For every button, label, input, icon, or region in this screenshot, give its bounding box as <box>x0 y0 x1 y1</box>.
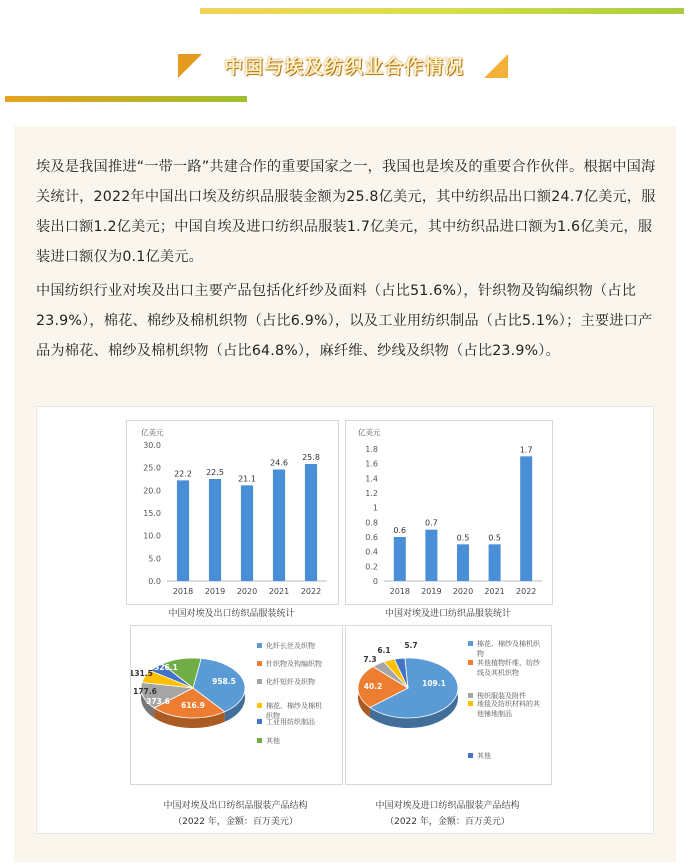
legend-swatch-梭织服装及附件 <box>468 693 473 698</box>
y-tick-label: 30.0 <box>143 441 161 450</box>
bar-2021 <box>489 544 501 581</box>
x-tick-label-2019: 2019 <box>421 587 442 596</box>
section-title <box>178 48 508 86</box>
data-label-2021: 0.5 <box>488 533 501 543</box>
x-tick-label-2021: 2021 <box>268 587 290 596</box>
pie-value-label-梭织服装及附件: 7.3 <box>363 655 377 664</box>
legend-label-其他植物纤维、纺纱线及其机织物-line2: 线及其机织物 <box>477 669 519 677</box>
legend-label-棉花、棉纱及棉机织物-line2: 物 <box>477 650 484 658</box>
bar-2020 <box>457 544 469 581</box>
x-tick-label-2019: 2019 <box>204 587 226 596</box>
pie-value-label-工业用纺织制品: 131.5 <box>131 669 153 678</box>
pie-value-label-棉花、棉纱及棉机织物: 109.1 <box>422 679 446 688</box>
bar-2018 <box>177 480 189 581</box>
import-bar-chart-frame <box>345 420 553 605</box>
data-label-2020: 0.5 <box>456 533 470 543</box>
y-tick-label: 15.0 <box>143 509 161 518</box>
pie-value-label-其他: 326.1 <box>154 663 178 672</box>
export-bar-chart <box>127 421 338 604</box>
export-pie-chart-frame <box>130 625 343 785</box>
data-label-2020: 21.1 <box>238 474 256 484</box>
legend-label-棉花、棉纱及棉机织物: 棉花、棉纱及棉机 <box>266 702 322 710</box>
data-label-2018: 22.2 <box>174 469 192 479</box>
legend-label-棉花、棉纱及棉机织物: 棉花、棉纱及棉机织 <box>477 640 540 648</box>
y-tick-label: 10.0 <box>143 531 161 541</box>
bar-2018 <box>394 537 406 581</box>
export-bar-chart-frame <box>126 420 339 605</box>
import-pie-chart-frame <box>345 625 552 785</box>
bar-2019 <box>425 530 437 581</box>
legend-swatch-化纤长丝及织物 <box>257 643 262 648</box>
y-tick-label: 1.6 <box>365 459 378 469</box>
x-tick-label-2018: 2018 <box>389 587 410 596</box>
pie-value-label-地毯及纺织材料的其他铺地制品: 6.1 <box>377 646 391 655</box>
title-left-triangle <box>178 54 202 78</box>
legend-swatch-工业用纺织制品 <box>257 719 262 724</box>
y-tick-label: 0.0 <box>148 577 161 586</box>
legend-swatch-化纤短纤及织物 <box>257 679 262 684</box>
y-axis-unit-label: 亿美元 <box>358 428 381 437</box>
y-tick-label: 25.0 <box>143 463 161 473</box>
legend-label-其他植物纤维、纺纱线及其机织物: 其他植物纤维、纺纱 <box>477 659 540 667</box>
bar-2019 <box>209 479 221 581</box>
y-tick-label: 0.4 <box>365 547 378 557</box>
bar-2022 <box>520 456 532 581</box>
y-tick-label: 0.2 <box>365 562 378 572</box>
import-bar-chart <box>346 421 552 604</box>
bar-2022 <box>305 464 317 581</box>
export-pie-chart-title: 中国对埃及出口纺织品服装产品结构 <box>163 801 308 811</box>
x-tick-label-2022: 2022 <box>300 587 322 596</box>
import-pie-chart-subtitle: （2022 年，金额：百万美元） <box>385 817 510 827</box>
data-label-2018: 0.6 <box>393 526 407 535</box>
pie-value-label-其他: 5.7 <box>404 641 418 650</box>
legend-swatch-棉花、棉纱及棉机织物 <box>257 703 262 708</box>
pie-value-label-化纤长丝及织物: 958.5 <box>212 677 236 686</box>
x-tick-label-2020: 2020 <box>452 587 474 596</box>
export-bar-chart-title: 中国对埃及出口纺织品服装统计 <box>168 609 295 619</box>
x-tick-label-2021: 2021 <box>484 587 505 596</box>
page-title: 中国与埃及纺织业合作情况 <box>223 56 464 78</box>
export-pie-chart-subtitle: （2022 年，金额：百万美元） <box>173 817 298 827</box>
paragraph-product-structure: 中国纺织行业对埃及出口主要产品包括化纤纱及面料（占比51.6%），针织物及钩编织物（占比23.9%），棉花、棉纱及棉机织物（占比6.9%），以及工业用纺织制品（占比5.1%）；主要进口产品为棉花、棉纱及棉机织物（占比64.8%），麻纤维、纱线及织物（占比23.9%）。 <box>36 283 653 359</box>
paragraph-trade-overview: 埃及是我国推进“一带一路”共建合作的重要国家之一，我国也是埃及的重要合作伙伴。根据中国海关统计，2022年中国出口埃及纺织品服装金额为25.8亿美元，其中纺织品出口额24.7亿美元，服装出口额1.2亿美元；中国自埃及进口纺织品服装1.7亿美元，其中纺织品进口额为1.6亿美元，服装进口额仅为0.1亿美元。 <box>36 159 656 265</box>
legend-swatch-其他植物纤维、纺纱线及其机织物 <box>468 660 473 665</box>
data-label-2022: 25.8 <box>302 453 320 463</box>
bar-2020 <box>241 485 253 581</box>
legend-label-地毯及纺织材料的其他铺地制品-line2: 他铺地制品 <box>477 710 512 718</box>
title-underline-stripe <box>5 96 247 102</box>
y-tick-label: 5.0 <box>148 554 161 564</box>
top-decor-stripe <box>0 0 691 22</box>
export-pie-chart <box>131 626 342 784</box>
legend-label-针织物及钩编织物: 针织物及钩编织物 <box>266 660 322 668</box>
y-tick-label: 1.4 <box>365 474 378 484</box>
y-tick-label: 0.6 <box>365 533 378 542</box>
legend-label-化纤短纤及织物: 化纤短纤及织物 <box>266 678 315 686</box>
import-bar-chart-title: 中国对埃及进口纺织品服装统计 <box>384 609 511 619</box>
legend-label-其他: 其他 <box>477 752 491 760</box>
x-tick-label-2022: 2022 <box>516 587 537 596</box>
import-pie-chart <box>346 626 551 784</box>
legend-label-化纤长丝及织物: 化纤长丝及织物 <box>266 642 315 650</box>
y-tick-label: 1.8 <box>365 445 378 454</box>
x-tick-label-2020: 2020 <box>236 587 258 596</box>
legend-label-地毯及纺织材料的其他铺地制品: 地毯及纺织材料的其 <box>477 700 540 708</box>
pie-value-label-棉花、棉纱及棉机织物: 177.6 <box>133 687 157 696</box>
legend-label-工业用纺织制品: 工业用纺织制品 <box>266 718 315 726</box>
x-tick-label-2018: 2018 <box>172 587 194 596</box>
data-label-2019: 0.7 <box>425 518 438 528</box>
import-pie-chart-title: 中国对埃及进口纺织品服装产品结构 <box>375 801 520 811</box>
data-label-2022: 1.7 <box>519 445 533 455</box>
legend-label-梭织服装及附件: 梭织服装及附件 <box>477 692 526 700</box>
legend-swatch-其他 <box>468 753 473 758</box>
legend-swatch-地毯及纺织材料的其他铺地制品 <box>468 701 473 706</box>
y-tick-label: 0.8 <box>365 518 378 528</box>
legend-label-其他: 其他 <box>266 737 280 745</box>
title-right-triangle <box>484 54 508 78</box>
y-tick-label: 0 <box>372 577 378 586</box>
y-tick-label: 1.2 <box>365 489 378 498</box>
bar-2021 <box>273 469 285 581</box>
y-tick-label: 20.0 <box>143 486 161 496</box>
legend-label-棉花、棉纱及棉机织物-line2: 织物 <box>266 712 280 720</box>
y-axis-unit-label: 亿美元 <box>141 428 164 437</box>
legend-swatch-其他 <box>257 738 262 743</box>
pie-value-label-针织物及钩编织物: 616.9 <box>181 701 205 710</box>
charts-figure <box>36 406 654 834</box>
data-label-2019: 22.5 <box>206 468 224 477</box>
pie-value-label-其他植物纤维、纺纱线及其机织物: 40.2 <box>363 682 383 691</box>
legend-swatch-棉花、棉纱及棉机织物 <box>468 641 473 646</box>
pie-value-label-化纤短纤及织物: 373.6 <box>146 697 170 706</box>
data-label-2021: 24.6 <box>270 458 288 468</box>
legend-swatch-针织物及钩编织物 <box>257 661 262 666</box>
y-tick-label: 1 <box>372 503 378 513</box>
